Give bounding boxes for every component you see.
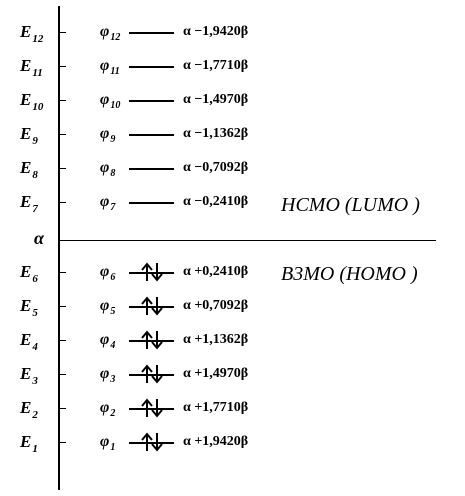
level-label-index: 6 [32, 273, 38, 285]
electron-pair-icon [129, 328, 179, 352]
level-label-e6 [20, 260, 60, 284]
level-label-letter: E [20, 192, 32, 211]
level-label-index: 5 [32, 307, 38, 319]
orbital-phi-11 [100, 54, 130, 78]
spin-down-arrow-icon [152, 331, 162, 348]
spin-up-arrow-icon [142, 434, 152, 451]
phi-index: 7 [110, 202, 116, 213]
orbital-level-bar [129, 32, 174, 34]
level-label-e2 [20, 396, 60, 420]
phi-symbol: φ [100, 125, 110, 142]
orbital-phi-10 [100, 88, 130, 112]
level-label-index: 9 [32, 135, 38, 147]
spin-up-arrow-icon [142, 400, 152, 417]
alpha-reference-line [58, 240, 436, 241]
spin-up-arrow-icon [142, 332, 152, 349]
level-label-letter: E [20, 398, 32, 417]
level-label-letter: E [20, 364, 32, 383]
orbital-level-bar [129, 66, 174, 68]
orbital-phi-4 [100, 328, 130, 352]
orbital-energy-5: α +0,7092β [183, 298, 249, 313]
spin-down-arrow-icon [152, 297, 162, 314]
level-label-e1 [20, 430, 60, 454]
phi-index: 10 [110, 100, 121, 111]
phi-symbol: φ [100, 365, 110, 382]
axis-tick [58, 202, 66, 203]
electron-pair-icon [129, 362, 179, 386]
orbital-level-bar [129, 202, 174, 204]
level-label-e12 [20, 20, 60, 44]
axis-tick [58, 66, 66, 67]
level-label-index: 4 [32, 341, 38, 353]
phi-symbol: φ [100, 91, 110, 108]
orbital-phi-3 [100, 362, 130, 386]
phi-symbol: φ [100, 399, 110, 416]
level-label-letter: E [20, 262, 32, 281]
level-label-e8 [20, 156, 60, 180]
phi-symbol: φ [100, 263, 110, 280]
lumo-annotation: HCMO (LUMO ) [281, 194, 420, 216]
level-label-e7 [20, 190, 60, 214]
phi-index: 8 [110, 168, 116, 179]
orbital-energy-10: α −1,4970β [183, 92, 249, 107]
orbital-phi-2 [100, 396, 130, 420]
orbital-energy-4: α +1,1362β [183, 332, 249, 347]
orbital-energy-7: α −0,2410β [183, 194, 249, 209]
level-label-e3 [20, 362, 60, 386]
orbital-phi-7 [100, 190, 130, 214]
orbital-energy-6: α +0,2410β [183, 264, 249, 279]
axis-tick [58, 100, 66, 101]
phi-index: 1 [110, 442, 116, 453]
level-label-letter: E [20, 330, 32, 349]
phi-index: 3 [110, 374, 116, 385]
phi-index: 12 [110, 32, 121, 43]
orbital-level-bar [129, 100, 174, 102]
level-label-index: 2 [32, 409, 38, 421]
orbital-energy-1: α +1,9420β [183, 434, 249, 449]
phi-symbol: φ [100, 57, 110, 74]
level-label-e11 [20, 54, 60, 78]
axis-tick [58, 32, 66, 33]
spin-down-arrow-icon [152, 433, 162, 450]
axis-tick [58, 340, 66, 341]
spin-up-arrow-icon [142, 366, 152, 383]
spin-down-arrow-icon [152, 399, 162, 416]
level-label-e10 [20, 88, 60, 112]
axis-tick [58, 168, 66, 169]
phi-symbol: φ [100, 23, 110, 40]
phi-symbol: φ [100, 159, 110, 176]
orbital-phi-9 [100, 122, 130, 146]
orbital-phi-6 [100, 260, 130, 284]
phi-index: 11 [110, 66, 120, 77]
level-label-index: 1 [32, 443, 38, 455]
axis-tick [58, 134, 66, 135]
orbital-level-bar [129, 168, 174, 170]
phi-index: 2 [110, 408, 116, 419]
level-label-index: 7 [32, 203, 38, 215]
level-label-index: 10 [32, 101, 44, 113]
orbital-phi-5 [100, 294, 130, 318]
orbital-level-bar [129, 134, 174, 136]
axis-tick [58, 374, 66, 375]
electron-pair-icon [129, 396, 179, 420]
axis-tick [58, 272, 66, 273]
level-label-index: 8 [32, 169, 38, 181]
level-label-letter: E [20, 158, 32, 177]
spin-up-arrow-icon [142, 264, 152, 281]
orbital-energy-2: α +1,7710β [183, 400, 249, 415]
level-label-index: 11 [32, 67, 43, 79]
axis-tick [58, 408, 66, 409]
level-label-e4 [20, 328, 60, 352]
level-label-letter: E [20, 296, 32, 315]
phi-symbol: φ [100, 297, 110, 314]
orbital-energy-9: α −1,1362β [183, 126, 249, 141]
orbital-energy-11: α −1,7710β [183, 58, 249, 73]
level-label-letter: E [20, 124, 32, 143]
level-label-letter: E [20, 90, 32, 109]
alpha-label: α [34, 228, 44, 248]
level-label-index: 3 [32, 375, 38, 387]
level-label-letter: E [20, 56, 32, 75]
phi-index: 9 [110, 134, 116, 145]
orbital-energy-12: α −1,9420β [183, 24, 249, 39]
homo-annotation: B3MO (HOMO ) [281, 263, 418, 285]
phi-symbol: φ [100, 331, 110, 348]
spin-up-arrow-icon [142, 298, 152, 315]
orbital-energy-8: α −0,7092β [183, 160, 249, 175]
electron-pair-icon [129, 260, 179, 284]
orbital-energy-3: α +1,4970β [183, 366, 249, 381]
spin-down-arrow-icon [152, 365, 162, 382]
phi-index: 4 [110, 340, 116, 351]
phi-symbol: φ [100, 193, 110, 210]
spin-down-arrow-icon [152, 263, 162, 280]
phi-symbol: φ [100, 433, 110, 450]
level-label-letter: E [20, 22, 32, 41]
level-label-letter: E [20, 432, 32, 451]
axis-tick [58, 442, 66, 443]
phi-index: 6 [110, 272, 116, 283]
level-label-index: 12 [32, 33, 44, 45]
orbital-phi-1 [100, 430, 130, 454]
electron-pair-icon [129, 294, 179, 318]
orbital-phi-8 [100, 156, 130, 180]
phi-index: 5 [110, 306, 116, 317]
level-label-e9 [20, 122, 60, 146]
axis-tick [58, 306, 66, 307]
level-label-e5 [20, 294, 60, 318]
orbital-phi-12 [100, 20, 130, 44]
electron-pair-icon [129, 430, 179, 454]
